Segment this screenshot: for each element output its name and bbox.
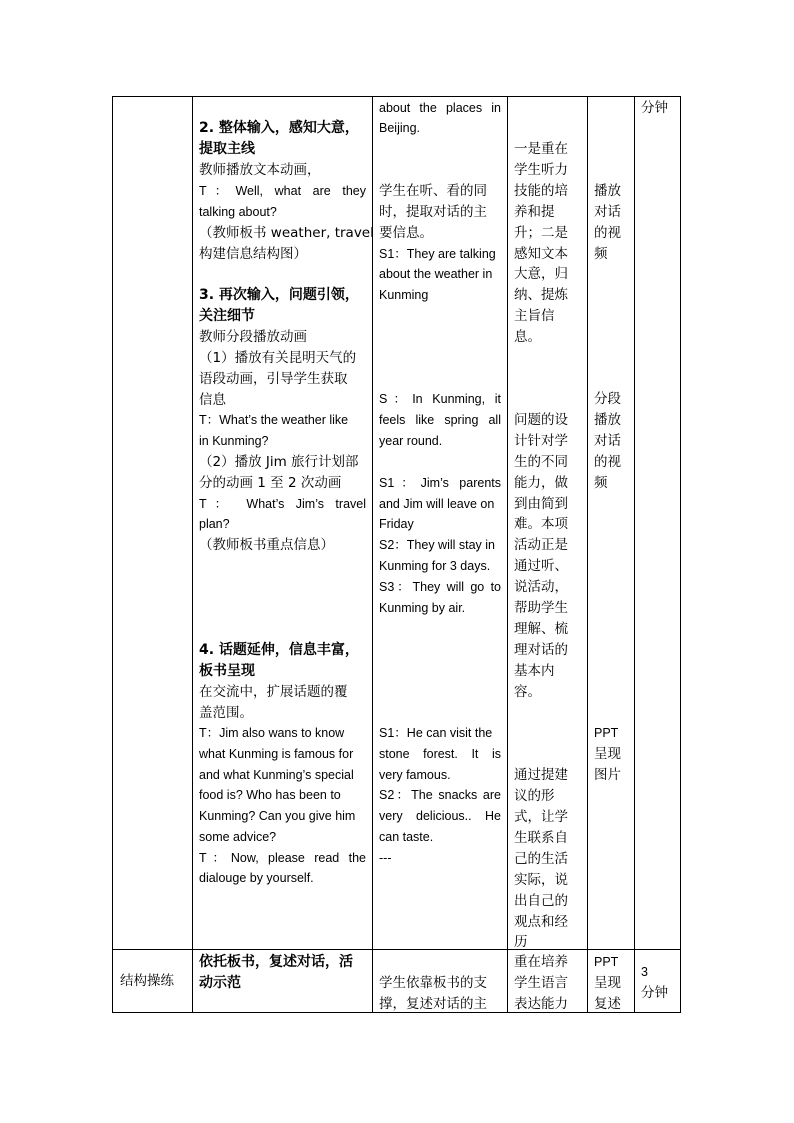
media-line: 的视 <box>594 225 621 241</box>
intent-line: 理对话的 <box>514 642 568 658</box>
step3-title-cont: 关注细节 <box>199 308 255 324</box>
student-line: and Jim will leave on <box>379 497 495 511</box>
student-line: S1：They are talking <box>379 247 496 261</box>
media-line: 播放 <box>594 183 621 199</box>
intent-line: 实际，说 <box>514 872 568 888</box>
step4-line: T：Jim also wans to know <box>199 726 345 740</box>
time-value: 3 <box>641 965 648 979</box>
time-label: 分钟 <box>641 985 668 1001</box>
time-label: 分钟 <box>641 100 668 116</box>
intent-line: 感知文本 <box>514 246 568 262</box>
intent-line: 议的形 <box>514 788 555 804</box>
step4-line: and what Kunming’s special <box>199 768 354 782</box>
intent-line: 技能的培 <box>514 183 568 199</box>
step4-line: 盖范围。 <box>199 705 253 721</box>
step2-line: T：Well, what are they <box>199 184 366 198</box>
student-line: very famous. <box>379 768 451 782</box>
intent-line: 养和提 <box>514 204 555 220</box>
intent-line: 容。 <box>514 684 541 700</box>
step4-line: T：Now, please read the <box>199 851 366 865</box>
student-line: about the places in <box>379 101 501 115</box>
col-border-6 <box>680 96 681 1013</box>
student-line: 要信息。 <box>379 225 433 241</box>
step3-line: 信息 <box>199 392 226 408</box>
student-line: Kunming by air. <box>379 601 466 615</box>
intent-line: 出自己的 <box>514 893 568 909</box>
step3-line: （教师板书重点信息） <box>199 537 334 553</box>
col-border-4 <box>587 96 588 1013</box>
intent-line: 升；二是 <box>514 225 568 241</box>
step3-title: 3. 再次输入，问题引领， <box>199 287 359 303</box>
intent-line: 息。 <box>514 329 541 345</box>
intent-line: 己的生活 <box>514 851 568 867</box>
media-line: 对话 <box>594 204 621 220</box>
media-practice-line: PPT <box>594 955 619 969</box>
step4-line: 在交流中，扩展话题的覆 <box>199 684 348 700</box>
media-practice-line: 复述 <box>594 996 621 1012</box>
intent-line: 大意，归 <box>514 266 568 282</box>
table-top-border <box>112 96 681 97</box>
step4-title-cont: 板书呈现 <box>199 663 255 679</box>
student-line: S1：Jim’s parents <box>379 476 501 490</box>
student-line: stone forest. It is <box>379 747 501 761</box>
student-practice-line: 学生依靠板书的支 <box>379 975 487 991</box>
intent-line: 通过听、 <box>514 558 568 574</box>
media-line: 对话 <box>594 433 621 449</box>
stage-label: 结构操练 <box>120 973 174 989</box>
media-line: 呈现 <box>594 746 621 762</box>
intent-line: 难。本项 <box>514 516 568 532</box>
step3-line: （1）播放有关昆明天气的 <box>199 350 357 366</box>
step2-line: 构建信息结构图） <box>199 246 307 262</box>
practice-title: 依托板书，复述对话，活 <box>199 954 353 970</box>
step3-line: plan? <box>199 517 230 531</box>
intent-line: 纳、提炼 <box>514 287 568 303</box>
step4-line: Kunming? Can you give him <box>199 809 356 823</box>
intent-line: 到由简到 <box>514 496 568 512</box>
intent-line: 式，让学 <box>514 809 568 825</box>
intent-line: 学生听力 <box>514 162 568 178</box>
student-line: S3：They will go to <box>379 580 501 594</box>
student-line: about the weather in <box>379 267 493 281</box>
media-line: 频 <box>594 475 608 491</box>
col-border-3 <box>507 96 508 1013</box>
student-line: feels like spring all <box>379 413 501 427</box>
intent-line: 能力，做 <box>514 475 568 491</box>
col-border-5 <box>634 96 635 1013</box>
step3-line: （2）播放 Jim 旅行计划部 <box>199 454 359 470</box>
media-line: PPT <box>594 726 619 740</box>
step3-line: in Kunming? <box>199 434 269 448</box>
intent-practice-line: 重在培养 <box>514 954 568 970</box>
intent-practice-line: 表达能力 <box>514 996 568 1012</box>
intent-line: 一是重在 <box>514 141 568 157</box>
intent-line: 帮助学生 <box>514 600 568 616</box>
intent-line: 基本内 <box>514 663 555 679</box>
intent-line: 计针对学 <box>514 433 568 449</box>
student-line: S：In Kunming, it <box>379 392 501 406</box>
student-practice-line: 撑，复述对话的主 <box>379 996 487 1012</box>
student-line: can taste. <box>379 830 434 844</box>
step4-line: dialouge by yourself. <box>199 871 314 885</box>
step2-line: （教师板书 weather, travel <box>199 225 374 241</box>
student-line: Kunming for 3 days. <box>379 559 491 573</box>
student-line: S1：He can visit the <box>379 726 493 740</box>
media-line: 播放 <box>594 412 621 428</box>
step4-line: food is? Who has been to <box>199 788 341 802</box>
media-line: 分段 <box>594 391 621 407</box>
step2-line: talking about? <box>199 205 277 219</box>
intent-line: 通过提建 <box>514 767 568 783</box>
intent-line: 生联系自 <box>514 830 568 846</box>
student-line: --- <box>379 851 392 865</box>
intent-line: 历 <box>514 934 528 950</box>
student-line: S2：They will stay in <box>379 538 496 552</box>
intent-line: 活动正是 <box>514 537 568 553</box>
step4-title: 4. 话题延伸，信息丰富， <box>199 642 359 658</box>
row-divider <box>112 949 681 950</box>
step2-title-cont: 提取主线 <box>199 141 255 157</box>
step4-line: some advice? <box>199 830 277 844</box>
student-line: 学生在听、看的同 <box>379 183 487 199</box>
practice-title-cont: 动示范 <box>199 975 241 991</box>
intent-line: 说活动， <box>514 579 568 595</box>
step3-line: T： What’s Jim’s travel <box>199 497 366 511</box>
intent-practice-line: 学生语言 <box>514 975 568 991</box>
step3-line: 分的动画 1 至 2 次动画 <box>199 475 342 491</box>
intent-line: 生的不同 <box>514 454 568 470</box>
media-line: 的视 <box>594 454 621 470</box>
intent-line: 理解、梳 <box>514 621 568 637</box>
student-line: Friday <box>379 517 414 531</box>
intent-line: 问题的设 <box>514 412 568 428</box>
step3-line: T：What’s the weather like <box>199 413 349 427</box>
student-line: Beijing. <box>379 121 420 135</box>
intent-line: 观点和经 <box>514 914 568 930</box>
step2-title: 2. 整体输入，感知大意， <box>199 120 359 136</box>
media-line: 频 <box>594 246 608 262</box>
student-line: Kunming <box>379 288 429 302</box>
student-line: year round. <box>379 434 443 448</box>
col-border-0 <box>112 96 113 1013</box>
step3-line: 语段动画，引导学生获取 <box>199 371 348 387</box>
intent-line: 主旨信 <box>514 308 555 324</box>
step2-line: 教师播放文本动画， <box>199 162 321 178</box>
student-line: 时，提取对话的主 <box>379 204 487 220</box>
media-practice-line: 呈现 <box>594 975 621 991</box>
col-border-1 <box>192 96 193 1013</box>
step3-line: 教师分段播放动画 <box>199 329 307 345</box>
student-line: very delicious.. He <box>379 809 501 823</box>
media-line: 图片 <box>594 767 621 783</box>
step4-line: what Kunming is famous for <box>199 747 354 761</box>
student-line: S2：The snacks are <box>379 788 501 802</box>
